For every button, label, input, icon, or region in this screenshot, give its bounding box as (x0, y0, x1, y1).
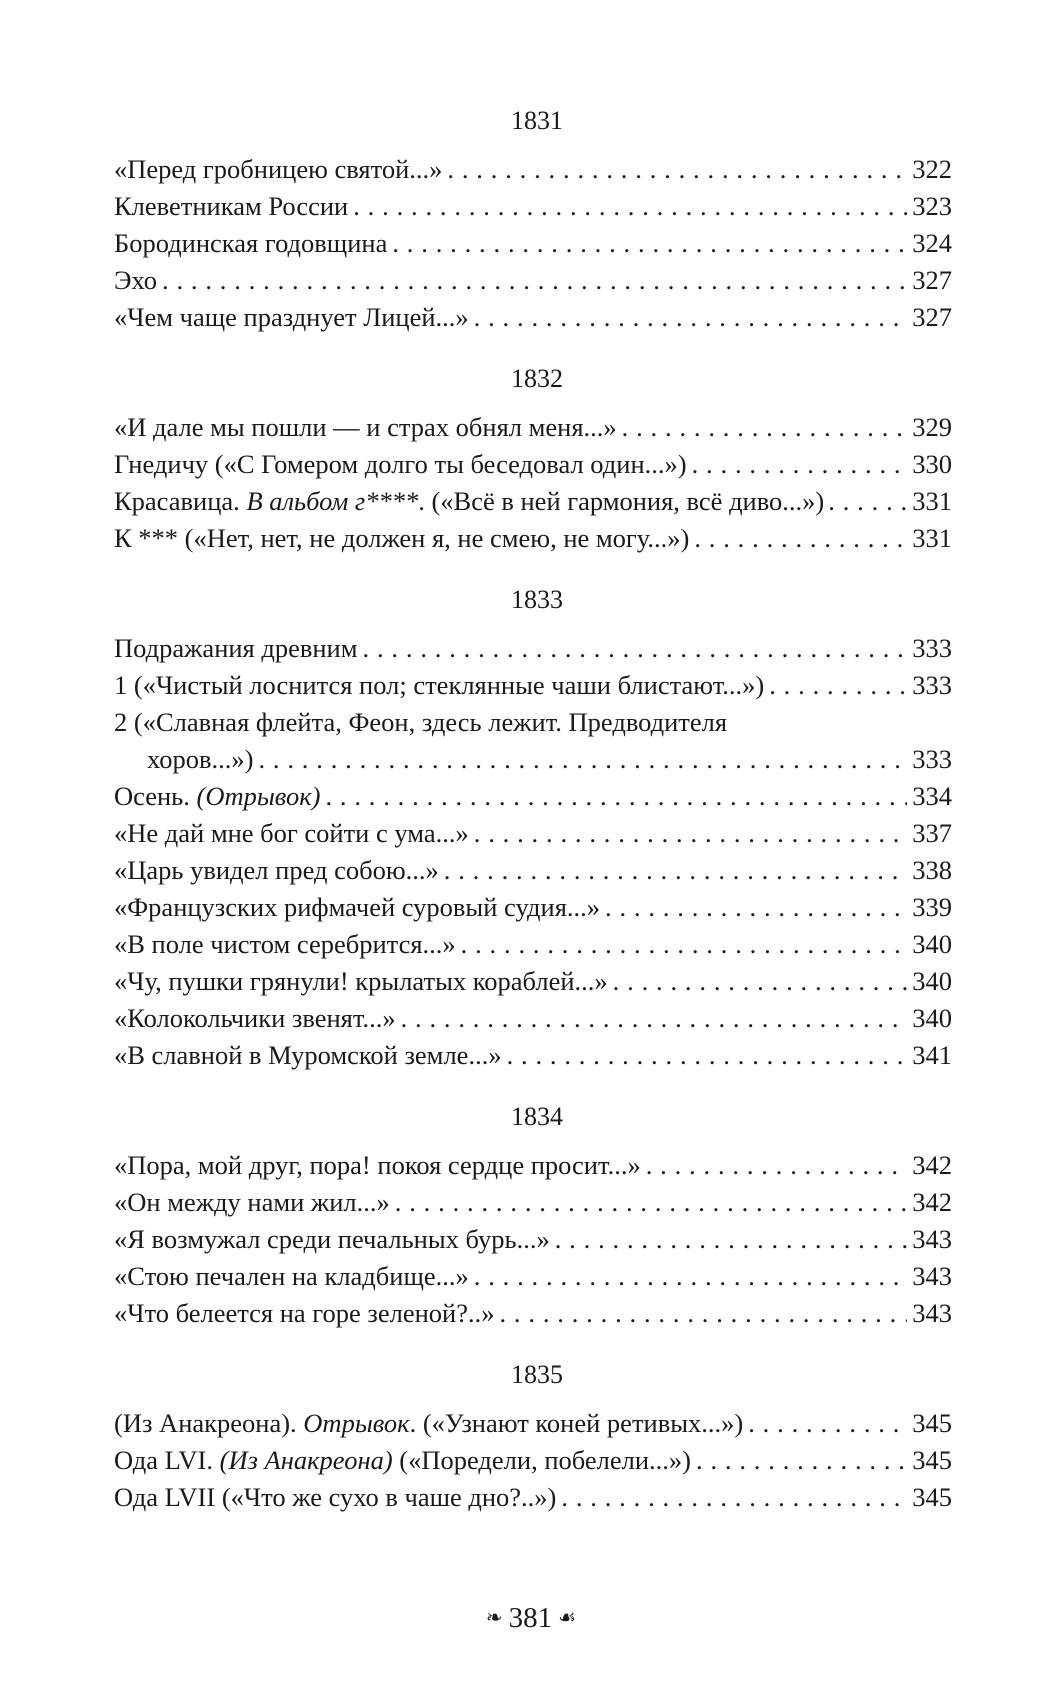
toc-entry (114, 926, 952, 963)
dot-leader (694, 520, 907, 557)
entry-title-part: . («Всё в ней гармония, всё диво...») (418, 486, 825, 516)
dot-leader (444, 852, 907, 889)
toc-entry (114, 1221, 952, 1258)
dot-leader (401, 1000, 908, 1037)
dot-leader (769, 667, 907, 704)
toc-entry (114, 262, 952, 299)
dot-leader (162, 262, 907, 299)
entry-title: «Перед гробницею святой...» (114, 154, 443, 184)
toc-entry (114, 520, 952, 557)
entry-page: 345 (912, 1445, 952, 1475)
entry-page: 331 (912, 523, 952, 553)
year-heading: 1832 (511, 364, 563, 393)
dot-leader (507, 1037, 908, 1074)
entry-page: 333 (912, 633, 952, 663)
entry-title: Бородинская годовщина (114, 228, 388, 258)
page-number: 381 (508, 1602, 553, 1634)
year-heading: 1835 (511, 1360, 563, 1389)
ornament-right-icon: ☙ (558, 1607, 577, 1629)
toc-entry (114, 889, 952, 926)
entry-title: «Царь увидел пред собою...» (114, 855, 439, 885)
dot-leader (325, 778, 907, 815)
entry-title-part: Красавица. (114, 486, 247, 516)
toc-entry (114, 1184, 952, 1221)
entry-title (114, 778, 320, 815)
entry-title: «Не дай мне бог сойти с ума...» (114, 818, 469, 848)
dot-leader (696, 1442, 907, 1479)
dot-leader (353, 188, 907, 225)
entry-page: 340 (912, 1003, 952, 1033)
dot-leader (392, 225, 907, 262)
entry-page: 340 (912, 929, 952, 959)
entry-title-part: Осень. (114, 781, 197, 811)
dot-leader (748, 1405, 907, 1442)
entry-page: 342 (912, 1187, 952, 1217)
entry-title: «Чу, пушки грянули! крылатых кораблей...» (114, 966, 608, 996)
dot-leader (461, 926, 908, 963)
entry-title: Эхо (114, 265, 157, 295)
entry-title: Гнедичу («С Гомером долго ты беседовал один...») (114, 449, 687, 479)
toc-entry (114, 704, 952, 778)
dot-leader (363, 630, 908, 667)
dot-leader (474, 815, 908, 852)
entry-title: «Колокольчики звенят...» (114, 1003, 396, 1033)
entry-continuation (114, 741, 952, 778)
entry-page: 327 (912, 302, 952, 332)
dot-leader (613, 963, 908, 1000)
entry-title-italic: (Отрывок) (196, 781, 321, 811)
entry-page: 334 (912, 781, 952, 811)
entry-title (114, 483, 824, 520)
entry-title: «Я возмужал среди печальных бурь...» (114, 1224, 550, 1254)
entry-title: «Что белеется на горе зеленой?..» (114, 1298, 495, 1328)
section-1834 (114, 1100, 952, 1332)
toc-entry (114, 852, 952, 889)
toc-entry (114, 1442, 952, 1479)
entry-title (114, 1442, 691, 1479)
entry-page: 337 (912, 818, 952, 848)
entry-page: 345 (912, 1408, 952, 1438)
dot-leader (828, 483, 908, 520)
entry-title (114, 1405, 743, 1442)
entry-title-italic: В альбом г**** (246, 486, 419, 516)
year-heading: 1831 (511, 106, 563, 135)
entry-page: 331 (912, 486, 952, 516)
toc-entry (114, 1037, 952, 1074)
section-1832 (114, 362, 952, 557)
toc-entry (114, 446, 952, 483)
toc-entry (114, 963, 952, 1000)
entry-page: 333 (912, 670, 952, 700)
year-heading: 1833 (511, 585, 563, 614)
entry-title: «Стою печален на кладбище...» (114, 1261, 469, 1291)
dot-leader (395, 1184, 907, 1221)
dot-leader (605, 889, 907, 926)
entry-title: «В поле чистом серебрится...» (114, 929, 456, 959)
entry-page: 322 (912, 154, 952, 184)
toc-entry (114, 225, 952, 262)
entry-title-part: («Поредели, побелели...») (392, 1445, 691, 1475)
entry-title: «Пора, мой друг, пора! покоя сердце просит...» (114, 1150, 641, 1180)
page-folio (0, 1600, 1062, 1636)
ornament-left-icon: ❧ (485, 1607, 503, 1629)
toc-entry (114, 188, 952, 225)
entry-title-part: Ода LVI. (114, 1445, 220, 1475)
entry-page: 343 (912, 1261, 952, 1291)
entry-page: 343 (912, 1298, 952, 1328)
toc-entry (114, 409, 952, 446)
entry-title-part: (Из Анакреона). (114, 1408, 304, 1438)
toc-entry (114, 815, 952, 852)
entry-title: Ода LVII («Что же сухо в чаше дно?..») (114, 1482, 557, 1512)
table-of-contents (114, 104, 952, 1542)
toc-entry (114, 1479, 952, 1516)
dot-leader (474, 299, 908, 336)
toc-entry (114, 630, 952, 667)
dot-leader (258, 741, 907, 778)
section-1835 (114, 1358, 952, 1516)
toc-entry (114, 1405, 952, 1442)
entry-page: 324 (912, 228, 952, 258)
entry-page: 323 (912, 191, 952, 221)
entry-title: 1 («Чистый лоснится пол; стеклянные чаши блистают...») (114, 670, 765, 700)
dot-leader (474, 1258, 908, 1295)
toc-entry (114, 1000, 952, 1037)
entry-page: 333 (912, 744, 952, 774)
toc-entry (114, 151, 952, 188)
dot-leader (646, 1147, 908, 1184)
entry-title-line: хоров...») (147, 744, 254, 774)
toc-entry (114, 778, 952, 815)
section-1833 (114, 583, 952, 1074)
section-1831 (114, 104, 952, 336)
entry-page: 343 (912, 1224, 952, 1254)
entry-page: 330 (912, 449, 952, 479)
dot-leader (692, 446, 908, 483)
entry-title: Подражания древним (114, 633, 358, 663)
dot-leader (561, 1479, 907, 1516)
entry-title-italic: Отрывок (303, 1408, 410, 1438)
toc-entry (114, 483, 952, 520)
entry-page: 345 (912, 1482, 952, 1512)
entry-title-part: . («Узнают коней ретивых...») (409, 1408, 744, 1438)
entry-page: 342 (912, 1150, 952, 1180)
toc-entry (114, 667, 952, 704)
toc-entry (114, 1258, 952, 1295)
entry-page: 339 (912, 892, 952, 922)
entry-page: 338 (912, 855, 952, 885)
dot-leader (447, 151, 907, 188)
entry-title: Клеветникам России (114, 191, 349, 221)
dot-leader (555, 1221, 908, 1258)
dot-leader (622, 409, 908, 446)
entry-title: К *** («Нет, нет, не должен я, не смею, не могу...») (114, 523, 690, 553)
entry-title: «Он между нами жил...» (114, 1187, 390, 1217)
entry-page: 329 (912, 412, 952, 442)
entry-title: «Чем чаще празднует Лицей...» (114, 302, 469, 332)
toc-entry (114, 1147, 952, 1184)
entry-title: «В славной в Муромской земле...» (114, 1040, 502, 1070)
entry-page: 341 (912, 1040, 952, 1070)
entry-title-italic: (Из Анакреона) (219, 1445, 393, 1475)
entry-title: «И дале мы пошли — и страх обнял меня...» (114, 412, 617, 442)
toc-entry (114, 1295, 952, 1332)
entry-page: 340 (912, 966, 952, 996)
entry-title-line: 2 («Славная флейта, Феон, здесь лежит. Предводителя (114, 707, 728, 737)
toc-entry (114, 299, 952, 336)
dot-leader (499, 1295, 907, 1332)
entry-page: 327 (912, 265, 952, 295)
entry-title: «Французских рифмачей суровый судия...» (114, 892, 601, 922)
year-heading: 1834 (511, 1102, 563, 1131)
